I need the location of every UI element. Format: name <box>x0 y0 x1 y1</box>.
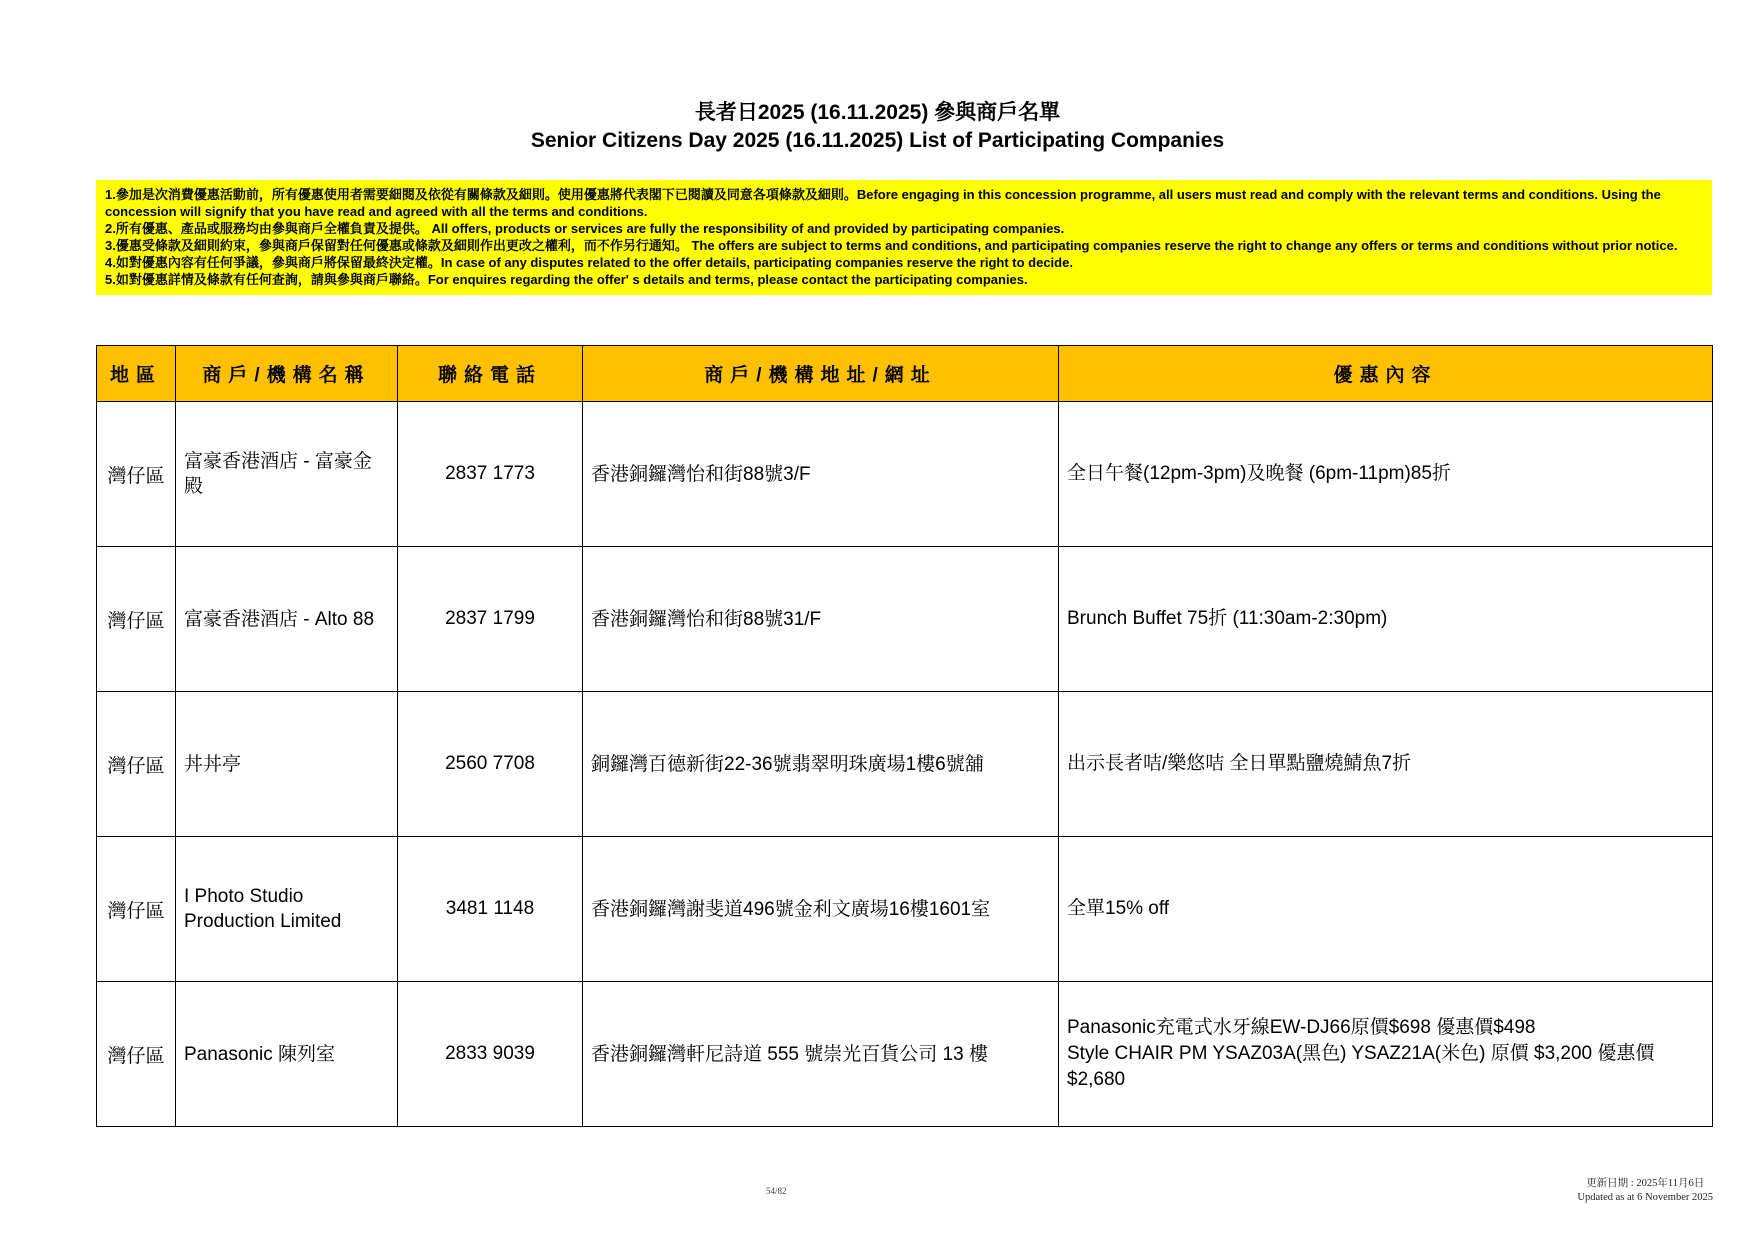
offer-line: 全單15% off <box>1067 898 1170 919</box>
cell-offer <box>1059 402 1713 547</box>
terms-item-1: 1.參加是次消費優惠活動前，所有優惠使用者需要細閱及依從有關條款及細則。使用優惠將代表閣下已閱讀及同意各項條款及細則。Before engaging in this concession programme, all users must read and comply with the relevant terms and conditions. Using the concession will signify that you have read and agreed with all the terms and conditions. <box>105 187 1661 219</box>
cell-company-name: 富豪香港酒店 - Alto 88 <box>176 547 398 692</box>
cell-offer <box>1059 692 1713 837</box>
table-row <box>97 837 1713 982</box>
cell-company-name: I Photo Studio Production Limited <box>176 837 398 982</box>
cell-phone: 2837 1773 <box>398 402 583 547</box>
cell-company-name: 丼丼亭 <box>176 692 398 837</box>
cell-address: 香港銅鑼灣軒尼詩道 555 號崇光百貨公司 13 樓 <box>583 982 1059 1127</box>
cell-address: 香港銅鑼灣怡和街88號31/F <box>583 547 1059 692</box>
page-title-english: Senior Citizens Day 2025 (16.11.2025) List of Participating Companies <box>530 129 1225 152</box>
header-address: 商戶/機構地址/網址 <box>583 346 1059 402</box>
updated-date-chinese: 更新日期 : 2025年11月6日 <box>1586 1178 1705 1189</box>
offer-line: Style CHAIR PM YSAZ03A(黑色) YSAZ21A(米色) 原價 $3,200 優惠價 $2,680 <box>1067 1043 1655 1090</box>
terms-notice-box <box>96 180 1712 295</box>
cell-district: 灣仔區 <box>97 402 176 547</box>
cell-phone: 2833 9039 <box>398 982 583 1127</box>
cell-offer <box>1059 547 1713 692</box>
cell-address: 銅鑼灣百德新街22-36號翡翠明珠廣場1樓6號舖 <box>583 692 1059 837</box>
offer-line: Panasonic充電式水牙線EW-DJ66原價$698 優惠價$498 <box>1067 1017 1536 1038</box>
offer-line: 全日午餐(12pm-3pm)及晚餐 (6pm-11pm)85折 <box>1067 463 1451 484</box>
table-row <box>97 982 1713 1127</box>
cell-district: 灣仔區 <box>97 837 176 982</box>
cell-district: 灣仔區 <box>97 982 176 1127</box>
cell-address: 香港銅鑼灣謝斐道496號金利文廣場16樓1601室 <box>583 837 1059 982</box>
table-row <box>97 692 1713 837</box>
table-header-row <box>97 346 1713 402</box>
offer-line: 出示長者咭/樂悠咭 全日單點鹽燒鯖魚7折 <box>1067 753 1412 774</box>
cell-address: 香港銅鑼灣怡和街88號3/F <box>583 402 1059 547</box>
cell-company-name: Panasonic 陳列室 <box>176 982 398 1127</box>
offer-line: Brunch Buffet 75折 (11:30am-2:30pm) <box>1067 608 1388 629</box>
page-title-chinese: 長者日2025 (16.11.2025) 參與商戶名單 <box>694 101 1061 124</box>
updated-date <box>1577 1177 1713 1205</box>
companies-table <box>96 345 1713 1127</box>
terms-item-2: 2.所有優惠、產品或服務均由參與商戶全權負責及提供。 All offers, products or services are fully the responsibility of and provided by participating companies. <box>105 221 1065 236</box>
updated-date-english: Updated as at 6 November 2025 <box>1577 1192 1713 1203</box>
table-row <box>97 402 1713 547</box>
page-title <box>0 0 1755 155</box>
cell-phone: 2837 1799 <box>398 547 583 692</box>
cell-offer <box>1059 837 1713 982</box>
cell-district: 灣仔區 <box>97 692 176 837</box>
cell-district: 灣仔區 <box>97 547 176 692</box>
header-phone: 聯絡電話 <box>398 346 583 402</box>
header-offer: 優惠內容 <box>1059 346 1713 402</box>
terms-item-5: 5.如對優惠詳情及條款有任何查詢，請與參與商戶聯絡。For enquires regarding the offer' s details and terms, please contact the participating companies. <box>105 272 1028 287</box>
header-company-name: 商戶/機構名稱 <box>176 346 398 402</box>
table-row <box>97 547 1713 692</box>
terms-item-3: 3.優惠受條款及細則約束，參與商戶保留對任何優惠或條款及細則作出更改之權利，而不作另行通知。 The offers are subject to terms and conditions, and participating companies reserve the right to change any offers or terms and conditions without prior notice. <box>105 238 1678 253</box>
header-district: 地區 <box>97 346 176 402</box>
cell-phone: 2560 7708 <box>398 692 583 837</box>
page-number: 54/82 <box>766 1186 787 1196</box>
cell-company-name: 富豪香港酒店 - 富豪金殿 <box>176 402 398 547</box>
cell-phone: 3481 1148 <box>398 837 583 982</box>
terms-item-4: 4.如對優惠內容有任何爭議，參與商戶將保留最終決定權。In case of any disputes related to the offer details, participating companies reserve the right to decide. <box>105 255 1073 270</box>
cell-offer <box>1059 982 1713 1127</box>
